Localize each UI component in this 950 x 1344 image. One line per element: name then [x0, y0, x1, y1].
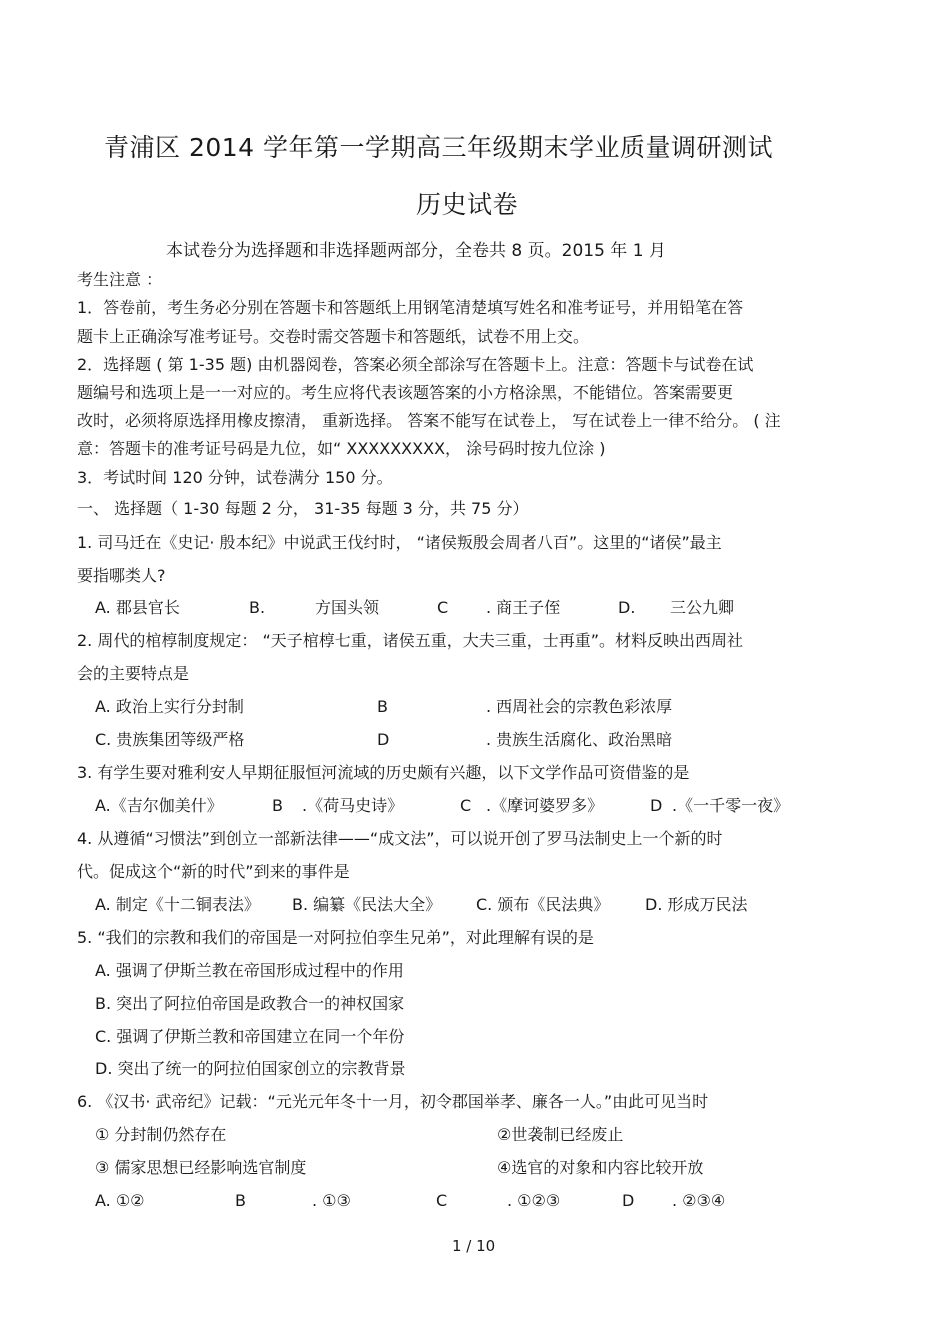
- option-c-letter: C: [460, 796, 472, 815]
- option-a: A. 制定《十二铜表法》: [95, 895, 260, 914]
- option-b-letter: B: [377, 697, 388, 716]
- option-c: C. 强调了伊斯兰教和帝国建立在同一个年份: [95, 1027, 405, 1046]
- option-b-text: 方国头领: [315, 598, 380, 617]
- question-stem: 6. 《汉书· 武帝纪》记载：“元光元年冬十一月，初令郡国举孝、廉各一人。”由此可见当时: [77, 1092, 709, 1111]
- option-d-letter: D: [377, 730, 390, 749]
- option-c: C. 颁布《民法典》: [476, 895, 610, 914]
- statement-1: ① 分封制仍然存在: [95, 1125, 227, 1144]
- option-c-letter: C: [436, 1191, 448, 1210]
- option-a: A. 郡县官长: [95, 598, 180, 617]
- notice-line: 题编号和选项上是一一对应的。考生应将代表该题答案的小方格涂黑，不能错位。答案需要更: [77, 383, 734, 402]
- option-c-text: .《摩诃婆罗多》: [486, 796, 604, 815]
- exam-info: 本试卷分为选择题和非选择题两部分，全卷共 8 页。2015 年 1 月: [166, 241, 666, 261]
- question-stem: 代。促成这个“新的时代”到来的事件是: [77, 862, 350, 881]
- question-stem: 会的主要特点是: [77, 664, 190, 683]
- question-stem: 3. 有学生要对雅利安人早期征服恒河流域的历史颇有兴趣，以下文学作品可资借鉴的是: [77, 763, 690, 782]
- question-stem: 5. “我们的宗教和我们的帝国是一对阿拉伯孪生兄弟”，对此理解有误的是: [77, 928, 594, 947]
- notice-line: 意：答题卡的准考证号码是九位，如“ XXXXXXXXX， 涂号码时按九位涂 ): [77, 439, 606, 458]
- option-b: B. 突出了阿拉伯帝国是政教合一的神权国家: [95, 994, 405, 1013]
- option-c-text: . ①②③: [507, 1191, 561, 1210]
- notice-line: 3．考试时间 120 分钟，试卷满分 150 分。: [77, 468, 393, 487]
- option-d-letter: D: [622, 1191, 635, 1210]
- option-d-text: . ②③④: [672, 1191, 726, 1210]
- option-d-text: .《一千零一夜》: [672, 796, 790, 815]
- question-stem: 4. 从遵循“习惯法”到创立一部新法律——“成文法”，可以说开创了罗马法制史上一个新的时: [77, 829, 723, 848]
- option-c-text: . 商王子侄: [486, 598, 561, 617]
- section-heading: 一、 选择题（ 1-30 每题 2 分， 31-35 每题 3 分，共 75 分）: [77, 499, 529, 518]
- question-stem: 1. 司马迁在《史记· 殷本纪》中说武王伐纣时， “诸侯叛殷会周者八百”。这里的“诸侯”最主: [77, 533, 722, 552]
- option-b-text: . ①③: [312, 1191, 351, 1210]
- notice-line: 2．选择题 ( 第 1-35 题) 由机器阅卷，答案必须全部涂写在答题卡上。注意：答题卡与试卷在试: [77, 355, 754, 374]
- option-a: A. 强调了伊斯兰教在帝国形成过程中的作用: [95, 961, 404, 980]
- option-b-letter: B: [235, 1191, 246, 1210]
- notice-line: 改时，必须将原选择用橡皮擦清， 重新选择。 答案不能写在试卷上， 写在试卷上一律不给分。 ( 注: [77, 411, 781, 430]
- option-a: A. 政治上实行分封制: [95, 697, 244, 716]
- notice-heading: 考生注意 ：: [77, 270, 163, 289]
- option-b-text: . 西周社会的宗教色彩浓厚: [486, 697, 673, 716]
- exam-title: 青浦区 2014 学年第一学期高三年级期末学业质量调研测试: [104, 133, 774, 162]
- option-b-letter: B.: [249, 598, 266, 617]
- option-d: D. 突出了统一的阿拉伯国家创立的宗教背景: [95, 1059, 406, 1078]
- option-d: D. 形成万民法: [645, 895, 748, 914]
- option-b-text: .《荷马史诗》: [302, 796, 404, 815]
- question-stem: 要指哪类人?: [77, 566, 166, 585]
- exam-subtitle: 历史试卷: [416, 190, 519, 219]
- question-stem: 2. 周代的棺椁制度规定： “天子棺椁七重，诸侯五重，大夫三重，士再重”。材料反映出西周社: [77, 631, 744, 650]
- page-number: 1 / 10: [452, 1237, 496, 1255]
- option-d-text: . 贵族生活腐化、政治黑暗: [486, 730, 673, 749]
- notice-line: 题卡上正确涂写准考证号。交卷时需交答题卡和答题纸，试卷不用上交。: [77, 327, 590, 346]
- option-a: A. ①②: [95, 1191, 145, 1210]
- statement-4: ④选官的对象和内容比较开放: [497, 1158, 704, 1177]
- statement-2: ②世袭制已经废止: [497, 1125, 624, 1144]
- option-a: A.《吉尔伽美什》: [95, 796, 223, 815]
- option-d-letter: D.: [618, 598, 636, 617]
- option-b: B. 编纂《民法大全》: [292, 895, 442, 914]
- statement-3: ③ 儒家思想已经影响选官制度: [95, 1158, 307, 1177]
- option-c-letter: C: [437, 598, 449, 617]
- option-d-letter: D: [650, 796, 663, 815]
- option-d-text: 三公九卿: [670, 598, 735, 617]
- option-c: C. 贵族集团等级严格: [95, 730, 245, 749]
- option-b-letter: B: [272, 796, 283, 815]
- notice-line: 1．答卷前，考生务必分别在答题卡和答题纸上用钢笔清楚填写姓名和准考证号，并用铅笔在答: [77, 298, 744, 317]
